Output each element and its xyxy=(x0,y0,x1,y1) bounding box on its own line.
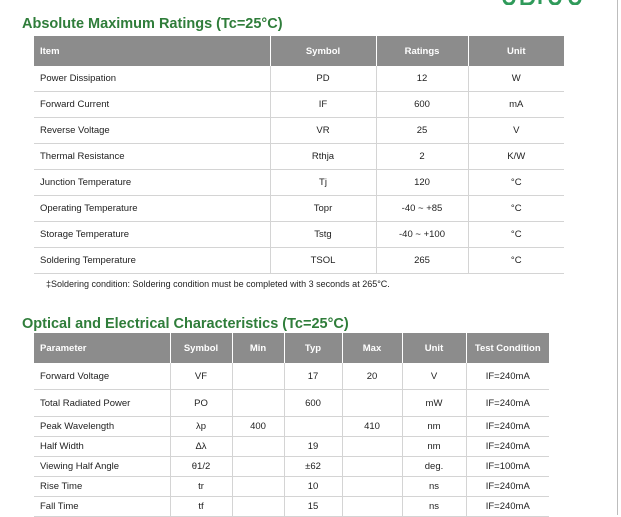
min-cell xyxy=(232,457,284,477)
symbol-cell: tf xyxy=(170,497,232,517)
col-header-test-condition: Test Condition xyxy=(466,333,549,363)
max-cell xyxy=(342,477,402,497)
symbol-cell: IF xyxy=(270,92,376,118)
max-cell: 410 xyxy=(342,417,402,437)
typ-cell: 17 xyxy=(284,363,342,390)
unit-cell: deg. xyxy=(402,457,466,477)
item-cell: Reverse Voltage xyxy=(34,118,270,144)
parameter-cell: Total Radiated Power xyxy=(34,390,170,417)
symbol-cell: θ1/2 xyxy=(170,457,232,477)
symbol-cell: λp xyxy=(170,417,232,437)
optical-electrical-title: Optical and Electrical Characteristics (Tc=25°C) xyxy=(22,316,349,332)
unit-cell: °C xyxy=(468,170,564,196)
rating-cell: 2 xyxy=(376,144,468,170)
col-header-typ: Typ xyxy=(284,333,342,363)
unit-cell: nm xyxy=(402,417,466,437)
parameter-cell: Fall Time xyxy=(34,497,170,517)
table-row xyxy=(34,477,549,497)
col-header-min: Min xyxy=(232,333,284,363)
table-row xyxy=(34,437,549,457)
typ-cell: 600 xyxy=(284,390,342,417)
test-condition-cell: IF=240mA xyxy=(466,497,549,517)
rating-cell: 265 xyxy=(376,248,468,274)
typ-cell: 19 xyxy=(284,437,342,457)
typ-cell: 10 xyxy=(284,477,342,497)
parameter-cell: Viewing Half Angle xyxy=(34,457,170,477)
test-condition-cell: IF=240mA xyxy=(466,390,549,417)
symbol-cell: VR xyxy=(270,118,376,144)
absolute-max-ratings-table xyxy=(34,36,564,274)
rating-cell: -40 ~ +100 xyxy=(376,222,468,248)
symbol-cell: tr xyxy=(170,477,232,497)
table-row xyxy=(34,497,549,517)
typ-cell xyxy=(284,417,342,437)
unit-cell: K/W xyxy=(468,144,564,170)
min-cell xyxy=(232,477,284,497)
symbol-cell: Δλ xyxy=(170,437,232,457)
table-row xyxy=(34,390,549,417)
item-cell: Power Dissipation xyxy=(34,66,270,92)
col-header-item: Item xyxy=(34,36,270,66)
max-cell xyxy=(342,437,402,457)
min-cell xyxy=(232,363,284,390)
absolute-max-ratings-title: Absolute Maximum Ratings (Tc=25°C) xyxy=(22,16,283,32)
rating-cell: 25 xyxy=(376,118,468,144)
col-header-unit: Unit xyxy=(468,36,564,66)
max-cell xyxy=(342,497,402,517)
soldering-footnote: ‡Soldering condition: Soldering condition must be completed with 3 seconds at 265°C. xyxy=(46,279,390,289)
test-condition-cell: IF=240mA xyxy=(466,437,549,457)
test-condition-cell: IF=240mA xyxy=(466,363,549,390)
brand-logo-fragment xyxy=(498,0,590,5)
col-header-unit: Unit xyxy=(402,333,466,363)
typ-cell: ±62 xyxy=(284,457,342,477)
item-cell: Operating Temperature xyxy=(34,196,270,222)
rating-cell: 600 xyxy=(376,92,468,118)
symbol-cell: TSOL xyxy=(270,248,376,274)
unit-cell: °C xyxy=(468,196,564,222)
unit-cell: mW xyxy=(402,390,466,417)
unit-cell: ns xyxy=(402,477,466,497)
unit-cell: V xyxy=(468,118,564,144)
unit-cell: °C xyxy=(468,222,564,248)
optical-electrical-table xyxy=(34,333,549,517)
table-row xyxy=(34,196,564,222)
col-header-parameter: Parameter xyxy=(34,333,170,363)
table-row xyxy=(34,363,549,390)
symbol-cell: VF xyxy=(170,363,232,390)
rating-cell: -40 ~ +85 xyxy=(376,196,468,222)
min-cell xyxy=(232,437,284,457)
table-row xyxy=(34,170,564,196)
rating-cell: 12 xyxy=(376,66,468,92)
min-cell: 400 xyxy=(232,417,284,437)
table-row xyxy=(34,118,564,144)
item-cell: Forward Current xyxy=(34,92,270,118)
col-header-symbol: Symbol xyxy=(170,333,232,363)
table-header-row xyxy=(34,333,549,363)
table-row xyxy=(34,144,564,170)
test-condition-cell: IF=240mA xyxy=(466,417,549,437)
item-cell: Soldering Temperature xyxy=(34,248,270,274)
item-cell: Thermal Resistance xyxy=(34,144,270,170)
page-edge-rule xyxy=(617,0,618,515)
min-cell xyxy=(232,390,284,417)
table-row xyxy=(34,66,564,92)
parameter-cell: Forward Voltage xyxy=(34,363,170,390)
symbol-cell: PD xyxy=(270,66,376,92)
unit-cell: °C xyxy=(468,248,564,274)
col-header-symbol: Symbol xyxy=(270,36,376,66)
table-row xyxy=(34,222,564,248)
max-cell xyxy=(342,390,402,417)
table-row xyxy=(34,457,549,477)
unit-cell: mA xyxy=(468,92,564,118)
table-row xyxy=(34,92,564,118)
test-condition-cell: IF=100mA xyxy=(466,457,549,477)
parameter-cell: Half Width xyxy=(34,437,170,457)
symbol-cell: Rthja xyxy=(270,144,376,170)
max-cell: 20 xyxy=(342,363,402,390)
symbol-cell: Tstg xyxy=(270,222,376,248)
table-header-row xyxy=(34,36,564,66)
col-header-max: Max xyxy=(342,333,402,363)
unit-cell: V xyxy=(402,363,466,390)
unit-cell: nm xyxy=(402,437,466,457)
typ-cell: 15 xyxy=(284,497,342,517)
table-row xyxy=(34,417,549,437)
col-header-ratings: Ratings xyxy=(376,36,468,66)
unit-cell: W xyxy=(468,66,564,92)
max-cell xyxy=(342,457,402,477)
test-condition-cell: IF=240mA xyxy=(466,477,549,497)
symbol-cell: Topr xyxy=(270,196,376,222)
min-cell xyxy=(232,497,284,517)
unit-cell: ns xyxy=(402,497,466,517)
symbol-cell: PO xyxy=(170,390,232,417)
parameter-cell: Peak Wavelength xyxy=(34,417,170,437)
item-cell: Storage Temperature xyxy=(34,222,270,248)
rating-cell: 120 xyxy=(376,170,468,196)
parameter-cell: Rise Time xyxy=(34,477,170,497)
table-row xyxy=(34,248,564,274)
item-cell: Junction Temperature xyxy=(34,170,270,196)
symbol-cell: Tj xyxy=(270,170,376,196)
